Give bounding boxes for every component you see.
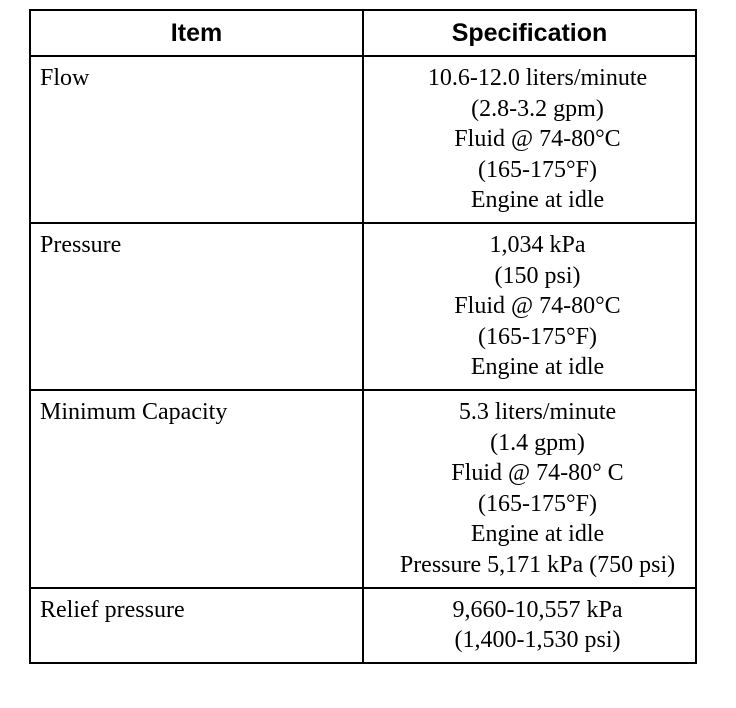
spec-line: Fluid @ 74-80°C [454,126,621,153]
spec-line: Fluid @ 74-80°C [454,293,621,320]
spec-line: (1,400-1,530 psi) [454,627,621,654]
table-row [30,56,696,223]
column-header-item: Item [30,10,363,56]
item-cell-flow: Flow [30,56,363,223]
spec-line: (1.4 gpm) [490,429,585,456]
spec-cell-flow [363,56,696,223]
specification-table [29,9,697,664]
spec-cell-relief-pressure [363,588,696,663]
spec-line: 1,034 kPa [489,231,586,258]
spec-cell-minimum-capacity [363,390,696,588]
spec-line: Engine at idle [470,187,605,214]
item-cell-minimum-capacity: Minimum Capacity [30,390,363,588]
column-header-specification: Specification [363,10,696,56]
spec-line: (165-175°F) [478,323,597,350]
item-cell-relief-pressure: Relief pressure [30,588,363,663]
table-row [30,390,696,588]
spec-line: 9,660-10,557 kPa [452,596,623,623]
spec-line: (165-175°F) [478,156,597,183]
table-row [30,223,696,390]
item-cell-pressure: Pressure [30,223,363,390]
spec-line: 10.6-12.0 liters/minute [427,65,648,91]
spec-line: (165-175°F) [478,490,597,517]
spec-cell-pressure [363,223,696,390]
spec-line: Fluid @ 74-80° C [451,460,624,487]
table-row [30,588,696,663]
spec-line: Engine at idle [470,521,605,548]
spec-line: 5.3 liters/minute [458,398,617,425]
spec-line: (150 psi) [494,262,581,289]
spec-line: Pressure 5,171 kPa (750 psi) [399,551,676,578]
spec-line: (2.8-3.2 gpm) [471,95,604,122]
table-header-row [30,10,696,56]
spec-line: Engine at idle [470,354,605,381]
